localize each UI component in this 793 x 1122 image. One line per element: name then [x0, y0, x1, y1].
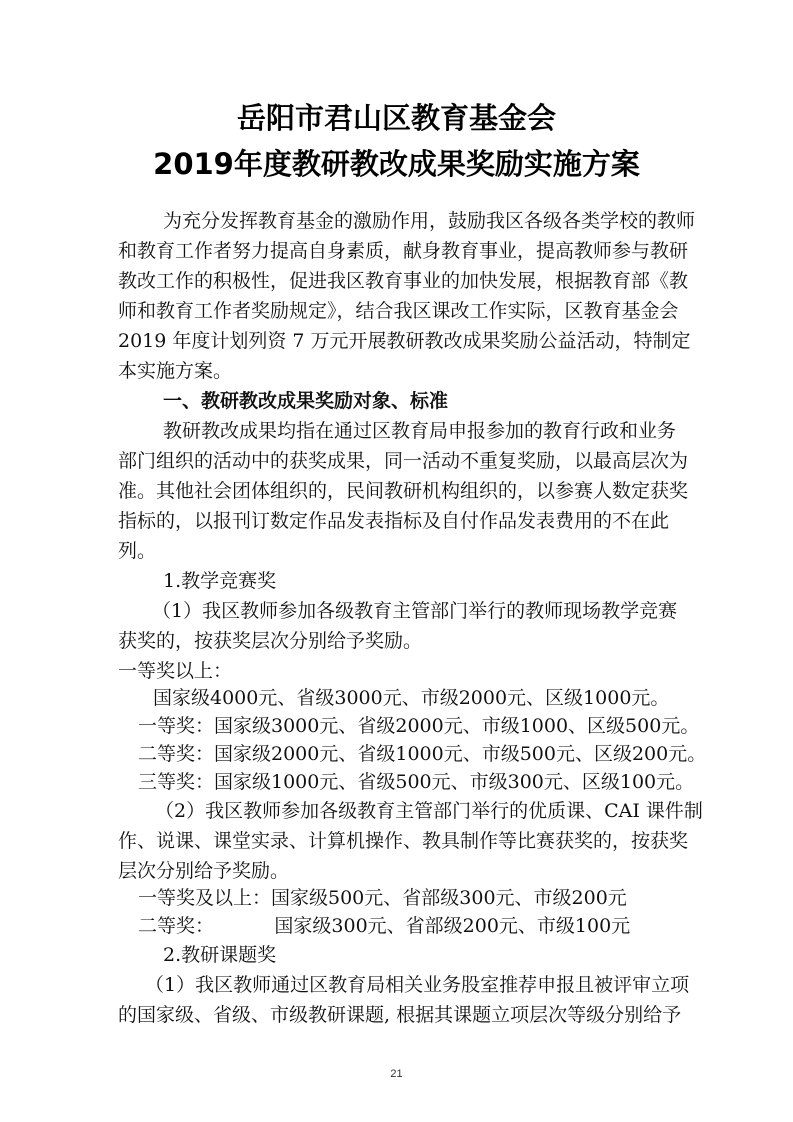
subsection-heading: 2.教研课题奖	[163, 944, 277, 966]
body-line: 准。其他社会团体组织的，民间教研机构组织的，以参赛人数定获奖	[118, 480, 689, 502]
document-title-line-2: 2019年度教研教改成果奖励实施方案	[153, 147, 640, 181]
body-line: 本实施方案。	[118, 360, 233, 382]
body-line: 和教育工作者努力提高自身素质，献身教育事业，提高教师参与教研	[118, 240, 689, 262]
award-line: 三等奖：国家级1000元、省级500元、市级300元、区级100元。	[138, 771, 695, 793]
body-line: 获奖的，按获奖层次分别给予奖励。	[118, 630, 423, 652]
award-line: 二等奖：国家级2000元、省级1000元、市级500元、区级200元。	[138, 743, 707, 765]
body-line: 层次分别给予奖励。	[118, 860, 290, 882]
body-line: （1）我区教师参加各级教育主管部门举行的教师现场教学竞赛	[152, 600, 678, 622]
page-number: 21	[390, 1068, 403, 1080]
award-level-heading: 一等奖以上：	[118, 660, 233, 682]
award-line: 二等奖： 国家级300元、省部级200元、市级100元	[138, 915, 631, 937]
section-heading: 一、教研教改成果奖励对象、标准	[163, 390, 449, 412]
body-line: 师和教育工作者奖励规定》，结合我区课改工作实际，区教育基金会	[118, 300, 679, 322]
document-title-line-1: 岳阳市君山区教育基金会	[236, 101, 556, 135]
award-line: 一等奖及以上：国家级500元、省部级300元、市级200元	[138, 887, 627, 909]
body-line: 教研教改成果均指在通过区教育局申报参加的教育行政和业务	[163, 420, 677, 442]
body-line: （1）我区教师通过区教育局相关业务股室推荐申报且被评审立项	[145, 974, 690, 996]
body-line: 的国家级、省级、市级教研课题, 根据其课题立项层次等级分别给予	[118, 1004, 682, 1026]
body-line: 2019 年度计划列资 7 万元开展教研教改成果奖励公益活动，特制定	[118, 330, 691, 352]
body-line: 指标的，以报刊订数定作品发表指标及自付作品发表费用的不在此	[118, 510, 670, 532]
body-line: （2）我区教师参加各级教育主管部门举行的优质课、CAI 课件制	[155, 800, 703, 822]
body-line: 列。	[118, 540, 157, 562]
award-line: 一等奖：国家级3000元、省级2000元、市级1000、区级500元。	[138, 715, 700, 737]
award-line: 国家级4000元、省级3000元、市级2000元、区级1000元。	[153, 687, 670, 709]
body-line: 作、说课、课堂实录、计算机操作、教具制作等比赛获奖的，按获奖	[118, 830, 689, 852]
body-line: 为充分发挥教育基金的激励作用，鼓励我区各级各类学校的教师	[163, 210, 696, 232]
body-line: 教改工作的积极性，促进我区教育事业的加快发展，根据教育部《教	[118, 270, 689, 292]
subsection-heading: 1.教学竞赛奖	[163, 570, 277, 592]
body-line: 部门组织的活动中的获奖成果，同一活动不重复奖励，以最高层次为	[118, 450, 689, 472]
